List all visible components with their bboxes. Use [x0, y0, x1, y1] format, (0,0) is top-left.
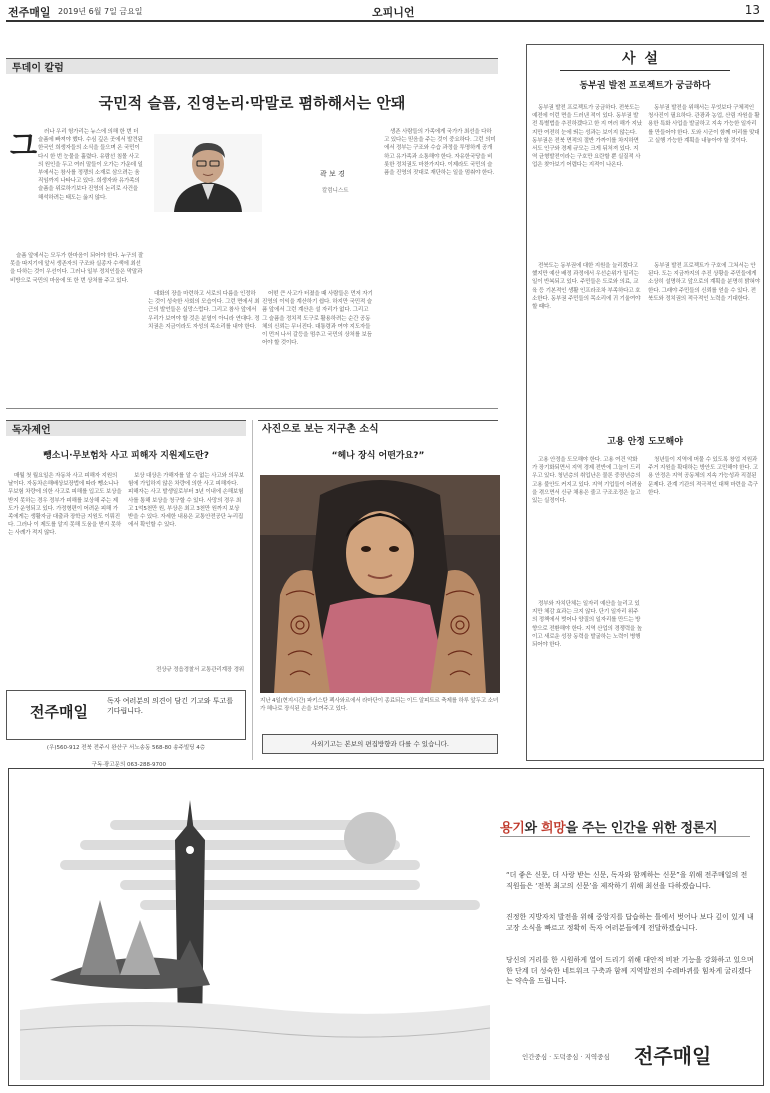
letter-body-2	[128, 472, 244, 529]
ad-slogan-word-2: 희망	[541, 821, 566, 836]
author-portrait	[154, 134, 262, 212]
editorial-paragraph: 청년들이 지역에 머물 수 있도록 창업 지원과 주거 지원을 확대하는 방안도 고민해야 한다. 고용 안정은 지역 공동체의 지속 가능성과 직결된 문제다. 관계 기관의 적극적인 대책 마련을 촉구한다.	[648, 457, 758, 496]
letter-title: 뺑소니·무보험차 사고 피해자 지원제도란?	[43, 451, 209, 461]
promo-subscription: 구독·광고문의 063-288-9700	[91, 762, 166, 768]
column-headline: 국민적 슬픔, 진영논리·막말로 폄하해서는 안돼	[98, 94, 406, 112]
promo-text: 독자 여러분의 의견이 담긴 기고와 투고를 기다립니다.	[107, 697, 234, 715]
editorial-1-body-c	[648, 104, 760, 145]
letter-body-1	[8, 472, 122, 538]
editorial-1-body-b	[532, 262, 642, 311]
author-name: 곽 보 경	[320, 170, 345, 178]
letter-paragraph: 매월 첫 월요일은 자동차 사고 피해자 지원의 날이다. 자동차손해배상보장법에 따라 뺑소니나 무보험 차량에 의한 사고로 피해를 입고도 보상을 받지 못하는 경우 정부가 피해를 보상해 주는 제도가 운영되고 있다. 가정형편이 어려운 피해 가족에게는 생활자금 대출과 장학금 지원도 이뤄진다. 그러나 이 제도를 알지 못해 도움을 받지 못하는 사례가 적지 않다.	[8, 473, 122, 537]
ad-slogan-rest: 을 주는 인간을 위한 정론지	[565, 821, 718, 836]
column-paragraph: 슬픔 앞에서는 모두가 한마음이 되어야 한다. 누구의 잘못을 따지기에 앞서 생존자의 구조와 실종자 수색에 최선을 다하는 것이 우선이다. 그러나 일부 정치인들은 막말과 비방으로 국민의 마음에 또 한 번 상처를 주고 있다.	[10, 253, 144, 284]
editorial-paragraph: 전북도는 동부권에 대한 지원을 늘리겠다고 했지만 예산 배정 과정에서 우선순위가 밀리는 일이 반복되고 있다. 주민들은 도로와 의료, 교육 등 기본적인 생활 인프라조차 부족하다고 호소한다. 동부권 주민들의 목소리에 귀 기울여야 할 때다.	[532, 263, 641, 311]
column-body-4	[262, 290, 374, 347]
ad-paragraph-1: “더 좋은 신문, 더 사랑 받는 신문, 독자와 함께하는 신문”을 위해 전주매일의 전 직원들은 ‘전북 최고의 신문’을 제작하기 위해 최선을 다하겠습니다.	[506, 871, 748, 890]
author-title: 칼럼니스트	[322, 188, 349, 194]
column-body-1	[38, 128, 144, 202]
editorial-paragraph: 정부와 자치단체는 일자리 예산을 늘리고 있지만 체감 효과는 크지 않다. 단기 일자리 위주의 정책에서 벗어나 양질의 일자리를 만드는 방향으로 전환해야 한다. 지역 산업의 경쟁력을 높이고 새로운 성장 동력을 발굴하는 노력이 병행되어야 한다.	[532, 601, 642, 649]
header-rule	[6, 20, 764, 22]
photo-news-title: “헤나 장식 어떤가요?”	[331, 451, 425, 461]
column-label-bar	[6, 58, 498, 74]
ad-slogan-word-1: 용기	[500, 821, 525, 836]
column-body-3	[148, 290, 260, 331]
column-dropcap: 그	[10, 129, 38, 162]
column-bottom-rule	[6, 408, 498, 409]
column-divider	[252, 420, 253, 760]
page-number: 13	[744, 3, 760, 17]
letter-paragraph: 보상 대상은 가해자를 알 수 없는 사고와 의무보험에 가입하지 않은 차량에 의한 사고 피해자다. 피해자는 사고 발생일로부터 3년 이내에 손해보험사를 통해 보상을 청구할 수 있다. 사망의 경우 최고 1억5천만 원, 부상은 최고 3천만 원까지 보상받을 수 있다. 자세한 내용은 교통안전공단 누리집에서 확인할 수 있다.	[128, 473, 244, 529]
editorial-label-rule	[560, 70, 730, 71]
column-paragraph: 대화의 장을 마련하고 서로의 다름을 인정하는 것이 성숙한 사회의 모습이다. 그런 면에서 최근의 발언들은 실망스럽다. 그리고 참사 앞에서 우리가 보여야 할 것은 분열이 아니라 연대다. 정치권은 지금이라도 자성의 목소리를 내야 한다.	[148, 291, 260, 330]
letter-label: 독자제언	[12, 425, 51, 436]
editorial-paragraph: 동부권 발전을 위해서는 무엇보다 구체적인 청사진이 필요하다. 관광과 농업, 산림 자원을 활용한 특화 사업을 발굴하고 지속 가능한 일자리를 만들어야 한다. 도와 시군이 함께 머리를 맞대고 실행 가능한 계획을 내놓아야 할 것이다.	[648, 105, 760, 144]
ad-slogan	[500, 817, 717, 836]
editorial-2-body-a	[532, 456, 642, 505]
column-paragraph: 생존 사람들의 가족에게 국가가 최선을 다하고 있다는 믿음을 주는 것이 중요하다. 그런 의미에서 정부는 구조와 수습 과정을 투명하게 공개하고 유가족과 소통해야 한다. 자유한국당을 비롯한 정치권도 마찬가지다. 이제라도 국민의 슬픔을 진영의 잣대로 재단하는 일을 멈춰야 한다.	[384, 129, 496, 177]
ad-title-rule	[500, 836, 750, 837]
column-body-2	[10, 252, 144, 285]
editorial-label: 사 설	[622, 51, 660, 67]
editorial-paragraph: 동부권 발전 프로젝트가 궁금하다. 전북도는 예전에 이런 면을 드러낸 적이 있다. 동부권 발전 특별법을 추진하겠다고 한 지 여러 해가 지났지만 여전히 눈에 띄는 성과는 보이지 않는다. 동부권은 전북 면적의 절반 가까이를 차지하면서도 인구와 경제 규모는 크게 뒤처져 있다. 지역 균형발전이라는 구호만 요란할 뿐 실질적 사업은 찾아보기 어렵다는 지적이 나온다.	[532, 105, 642, 169]
promo-paper-logo: 전주매일	[30, 703, 88, 721]
editorial-headline-2: 고용 안정 도모해야	[607, 437, 683, 447]
column-label: 투데이 칼럼	[12, 63, 64, 74]
opinion-disclaimer: 사외기고는 본보의 편집방향과 다를 수 있습니다.	[262, 734, 498, 754]
photo-caption: 지난 4일(현지시간) 파키스탄 펙사와르에서 라마단이 종료되는 이드 알피트르 축제를 하루 앞두고 소녀가 헤나로 장식된 손을 보여주고 있다.	[260, 698, 499, 713]
henna-photo	[260, 475, 500, 693]
column-paragraph: 어떤 큰 사고가 터졌을 때 사람들은 먼저 자기 진영의 이익을 계산하기 쉽다. 하지만 국민적 슬픔 앞에서 그런 계산은 설 자리가 없다. 그리고 그 슬픔을 정치적 도구로 활용하려는 순간 공동체의 신뢰는 무너진다. 대통령과 여야 지도자들이 먼저 나서 갈등을 멈추고 국민의 상처를 보듬어야 할 것이다.	[262, 291, 373, 347]
section-title: 오피니언	[372, 6, 415, 19]
editorial-2-body-c	[648, 456, 760, 497]
editorial-2-body-b	[532, 600, 642, 649]
ad-paragraph-2: 진정한 지방자치 발전을 위해 중앙지를 답습하는 틀에서 벗어나 보다 깊이 있게 내 고장 소식을 빠르고 정확히 독자 여러분들에게 전달하겠습니다.	[506, 913, 754, 932]
promo-address: (우)560-912 전북 전주시 완산구 서노송동 568-80 송주빌딩 4층	[46, 745, 206, 751]
editorial-headline-1: 동부권 발전 프로젝트가 궁금하다	[579, 81, 711, 91]
editorial-1-body-d	[648, 262, 760, 303]
editorial-paragraph: 동부권 발전 프로젝트가 구호에 그쳐서는 안 된다. 도는 지금까지의 추진 상황을 주민들에게 소상히 설명하고 앞으로의 계획을 분명히 밝혀야 한다. 그래야 주민들의 신뢰를 얻을 수 있다. 전북도와 정치권의 적극적인 노력을 기대한다.	[648, 263, 760, 302]
ad-paragraph-3: 당신의 거리를 한 시원하게 열어 드리기 위해 대안적 비판 기능을 강화하고 있으며 한 단계 더 성숙한 네트워크 구축과 함께 지역발전의 수레바퀴를 힘차게 굴리겠다는 약속을 드립니다.	[506, 956, 754, 985]
ad-paper-logo: 전주매일	[634, 1044, 712, 1068]
column-paragraph: 러나 우리 헝가리는 뉴스에 의해 한 번 더 슬픔에 빠져야 했다. 수심 깊은 곳에서 발견된 한국인 희생자들의 소식을 들으며 온 국민이 다시 한 번 눈물을 흘렸다. 유람선 침몰 사고의 원인을 두고 여러 말들이 오가는 가운데 일부에서는 참사를 정쟁의 소재로 삼으려는 움직임까지 나타나고 있다. 희생자와 유가족의 슬픔을 위로하기보다 진영의 논리로 사건을 해석하려는 태도는 옳지 않다.	[38, 129, 143, 201]
photo-news-label: 사진으로 보는 지구촌 소식	[262, 424, 379, 435]
editorial-1-body-a	[532, 104, 642, 170]
masthead-date: 2019년 6월 7일 금요일	[58, 7, 143, 16]
pen-ship-illustration	[20, 780, 490, 1080]
ad-motto: 인간중심 · 도덕중심 · 지역중심	[522, 1053, 610, 1061]
letter-author: 전상규 정읍경찰서 교통관리계장 경위	[156, 667, 244, 673]
masthead-paper-name: 전주매일	[8, 6, 51, 19]
column-body-5	[384, 128, 496, 177]
ad-slogan-joint: 와	[524, 821, 542, 836]
editorial-paragraph: 고용 안정을 도모해야 한다. 고용 여건 악화가 장기화되면서 지역 경제 전반에 그늘이 드리우고 있다. 청년층의 취업난은 물론 중장년층의 고용 불안도 커지고 있다. 지역 기업들이 어려움을 겪으면서 신규 채용은 줄고 구조조정은 늘고 있는 실정이다.	[532, 457, 642, 505]
